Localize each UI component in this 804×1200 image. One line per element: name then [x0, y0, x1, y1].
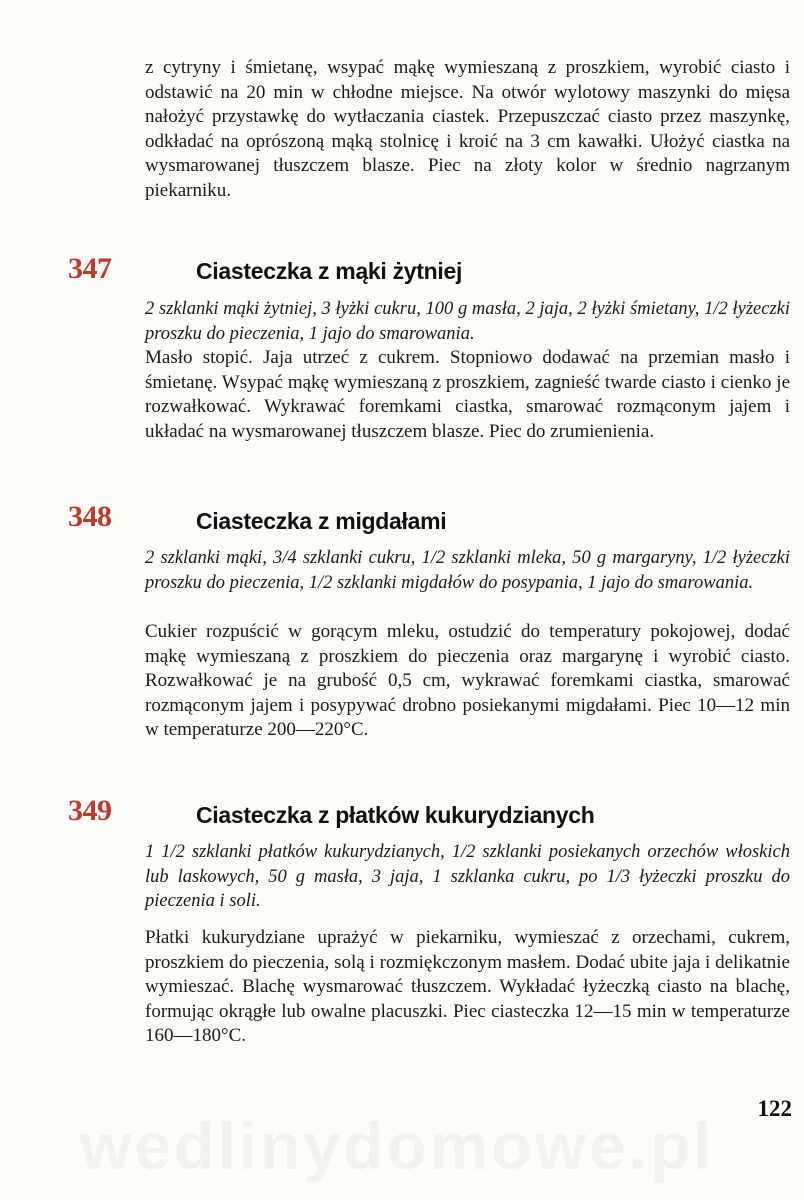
recipe-number-349: 349: [68, 794, 112, 827]
recipe-ingredients-349: 1 1/2 szklanki płatków kukurydzianych, 1/2 szklanki posiekanych orzechów włoskich lub laskowych, 50 g masła, 3 jaja, 1 szklanka cukru, po 1/3 łyżeczki proszku do pieczenia i soli.: [145, 842, 790, 911]
recipe-instructions-348: Cukier rozpuścić w gorącym mleku, ostudzić do temperatury pokojowej, dodać mąkę wymieszaną z proszkiem do pieczenia oraz margarynę i wyrobić ciasto. Rozwałkować je na grubość 0,5 cm, wykrawać foremkami ciastka, smarować rozmąconym jajem i posypywać drobno posiekanymi migdałami. Piec 10—12 min w temperaturze 200—220°C.: [145, 621, 790, 740]
recipe-title-348: Ciasteczka z migdałami: [196, 508, 447, 534]
recipe-number-348: 348: [68, 500, 112, 533]
recipe-number-347: 347: [68, 252, 112, 285]
watermark: wedlinydomowe.pl: [80, 1109, 715, 1183]
page-number: 122: [757, 1096, 792, 1121]
intro-paragraph: z cytryny i śmietanę, wsypać mąkę wymieszaną z proszkiem, wyrobić ciasto i odstawić na 20 min w chłodne miejsce. Na otwór wylotowy maszynki do mięsa nałożyć przystawkę do wytłaczania ciastek. Przepuszczać ciasto przez maszynkę, odkładać na oprószoną mąką stolnicę i kroić na 3 cm kawałki. Ułożyć ciastka na wysmarowanej tłuszczem blasze. Piec na złoty kolor w średnio nagrzanym piekarniku.: [145, 57, 790, 201]
recipe-ingredients-347: 2 szklanki mąki żytniej, 3 łyżki cukru, 100 g masła, 2 jaja, 2 łyżki śmietany, 1/2 łyżeczki proszku do pieczenia, 1 jajo do smarowania.: [145, 299, 790, 344]
recipe-ingredients-348: 2 szklanki mąki, 3/4 szklanki cukru, 1/2 szklanki mleka, 50 g margaryny, 1/2 łyżeczki proszku do pieczenia, 1/2 szklanki migdałów do posypania, 1 jajo do smarowania.: [145, 548, 790, 593]
recipe-instructions-349: Płatki kukurydziane uprażyć w piekarniku, wymieszać z orzechami, cukrem, proszkiem do pieczenia, solą i rozmiękczonym masłem. Dodać ubite jaja i delikatnie wymieszać. Blachę wysmarować tłuszczem. Wykładać łyżeczką ciasto na blachę, formując okrągłe lub owalne placuszki. Piec ciasteczka 12—15 min w temperaturze 160—180°C.: [145, 927, 790, 1046]
recipe-instructions-347: Masło stopić. Jaja utrzeć z cukrem. Stopniowo dodawać na przemian masło i śmietanę. Wsypać mąkę wymieszaną z proszkiem, zagnieść twarde ciasto i cienko je rozwałkować. Wykrawać foremkami ciastka, smarować rozmąconym jajem i układać na wysmarowanej tłuszczem blasze. Piec do zrumienienia.: [145, 347, 790, 442]
recipe-title-347: Ciasteczka z mąki żytniej: [196, 258, 463, 284]
recipe-title-349: Ciasteczka z płatków kukurydzianych: [196, 802, 595, 828]
